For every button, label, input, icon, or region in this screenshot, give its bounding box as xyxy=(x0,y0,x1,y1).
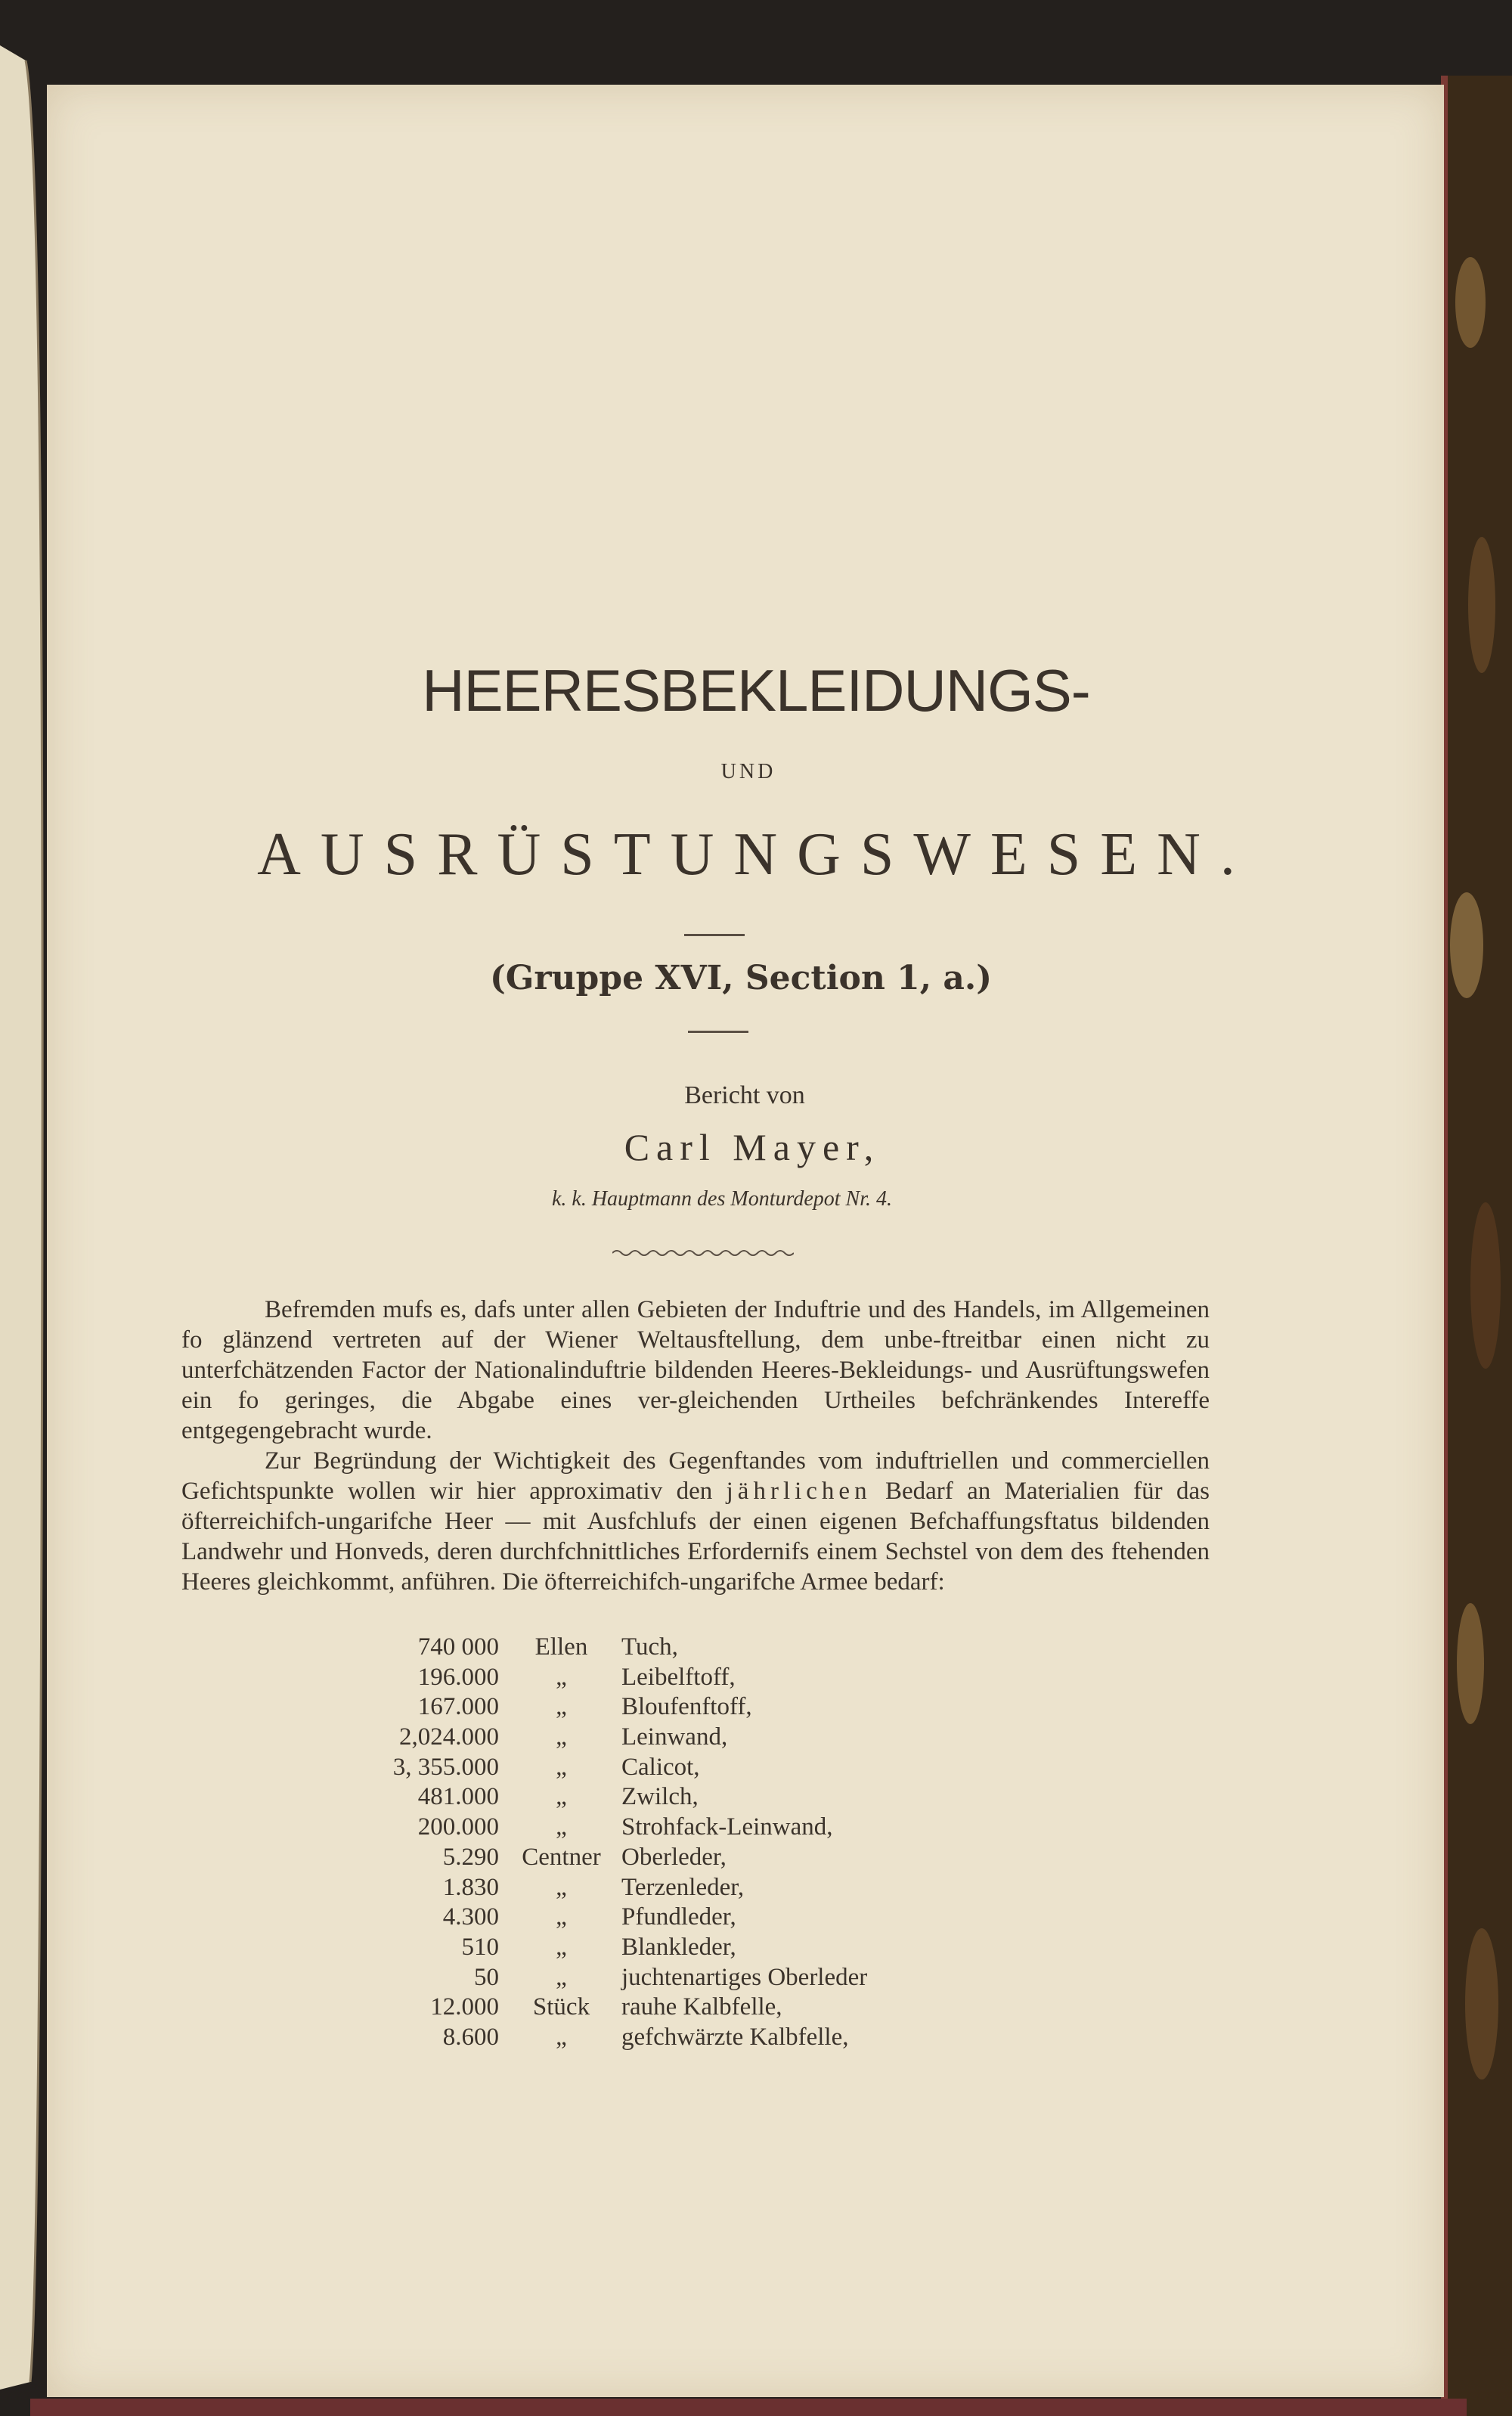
title-line-2: AUSRÜSTUNGSWESEN. xyxy=(257,821,1255,888)
material-quantity: 12.000 xyxy=(430,1993,499,2021)
material-quantity: 2,024.000 xyxy=(399,1723,499,1751)
material-unit: „ xyxy=(556,1663,567,1691)
divider-rule-top xyxy=(684,934,745,936)
material-quantity: 167.000 xyxy=(417,1693,499,1721)
material-unit: „ xyxy=(556,1693,567,1721)
title-line-1: HEERESBEKLEIDUNGS- xyxy=(422,657,1090,724)
title-connector: UND xyxy=(720,760,776,783)
paragraph-2-end: Bedarf an Materialien für das öfterreichifch-ungarifche Heer — mit Ausfchlufs der einen eigenen Befchaffungsftatus bildenden Landwehr und Honveds, deren durchfchnittliches Erfordernifs einem Sechstel von dem des ftehenden Heeres gleichkommt, anführen. Die öfterreichifch-ungarifche Armee bedarf: xyxy=(181,1478,1210,1596)
material-material: Leinwand, xyxy=(621,1723,728,1751)
divider-rule-bottom xyxy=(688,1031,748,1033)
material-material: Tuch, xyxy=(621,1633,678,1661)
material-quantity: 510 xyxy=(461,1933,499,1961)
material-quantity: 50 xyxy=(474,1963,499,1991)
material-material: Zwilch, xyxy=(621,1783,699,1811)
left-page-edge xyxy=(0,45,42,2390)
material-unit: Stück xyxy=(532,1993,590,2021)
material-unit: Centner xyxy=(522,1843,601,1871)
material-unit: „ xyxy=(556,1723,567,1751)
material-material: Terzenleder, xyxy=(621,1873,745,1901)
material-unit: Ellen xyxy=(534,1633,588,1661)
material-unit: „ xyxy=(556,1813,567,1841)
material-unit: „ xyxy=(556,1963,567,1991)
material-unit: „ xyxy=(556,1903,567,1931)
material-quantity: 200.000 xyxy=(417,1813,499,1841)
material-material: Calicot, xyxy=(621,1753,700,1781)
material-quantity: 5.290 xyxy=(442,1843,499,1871)
material-unit: „ xyxy=(556,1753,567,1781)
material-material: Pfundleder, xyxy=(621,1903,736,1931)
material-material: juchtenartiges Oberleder xyxy=(621,1963,868,1991)
material-quantity: 3, 355.000 xyxy=(392,1753,499,1781)
material-quantity: 4.300 xyxy=(442,1903,499,1931)
material-unit: „ xyxy=(556,1783,567,1811)
paragraph-2-start: Zur Begründung der Wichtigkeit des Gegenftandes vom induftriellen und commerciellen Gefichtspunkte wollen wir hier approximativ den xyxy=(181,1447,1210,1505)
material-quantity: 1.830 xyxy=(442,1873,499,1901)
body-text xyxy=(181,1295,1210,1597)
material-unit: „ xyxy=(556,1873,567,1901)
material-material: Blankleder, xyxy=(621,1933,736,1961)
material-quantity: 740 000 xyxy=(417,1633,499,1661)
material-material: rauhe Kalbfelle, xyxy=(621,1993,782,2021)
material-quantity: 196.000 xyxy=(417,1663,499,1691)
author-name: Carl Mayer, xyxy=(624,1126,881,1168)
report-by-label: Bericht von xyxy=(684,1081,805,1109)
material-unit: „ xyxy=(556,2023,567,2051)
author-rank: k. k. Hauptmann des Monturdepot Nr. 4. xyxy=(551,1187,893,1211)
paragraph-2-emphasis: jährlichen xyxy=(726,1478,872,1505)
material-material: Leibelftoff, xyxy=(621,1663,736,1691)
material-quantity: 481.000 xyxy=(417,1783,499,1811)
material-material: Strohfack-Leinwand, xyxy=(621,1813,833,1841)
material-material: Bloufenftoff, xyxy=(621,1693,752,1721)
material-quantity: 8.600 xyxy=(442,2023,499,2051)
material-material: gefchwärzte Kalbfelle, xyxy=(621,2023,849,2051)
paragraph-2 xyxy=(181,1446,1210,1597)
section-label: (Gruppe XVI, Section 1, a.) xyxy=(489,959,993,997)
wavy-divider-ornament xyxy=(612,1248,794,1258)
material-unit: „ xyxy=(556,1933,567,1961)
paragraph-1: Befremden mufs es, dafs unter allen Gebieten der Induftrie und des Handels, im Allgemeinen fo glänzend vertreten auf der Wiener Weltausftellung, dem unbe-ftreitbar einen nicht zu unterfchätzenden Factor der Nationalinduftrie bildenden Heeres-Bekleidungs- und Ausrüftungswefen ein fo geringes, die Abgabe eines ver-gleichenden Urtheiles befchränkendes Intereffe entgegengebracht wurde. xyxy=(181,1296,1210,1444)
material-material: Oberleder, xyxy=(621,1843,727,1871)
